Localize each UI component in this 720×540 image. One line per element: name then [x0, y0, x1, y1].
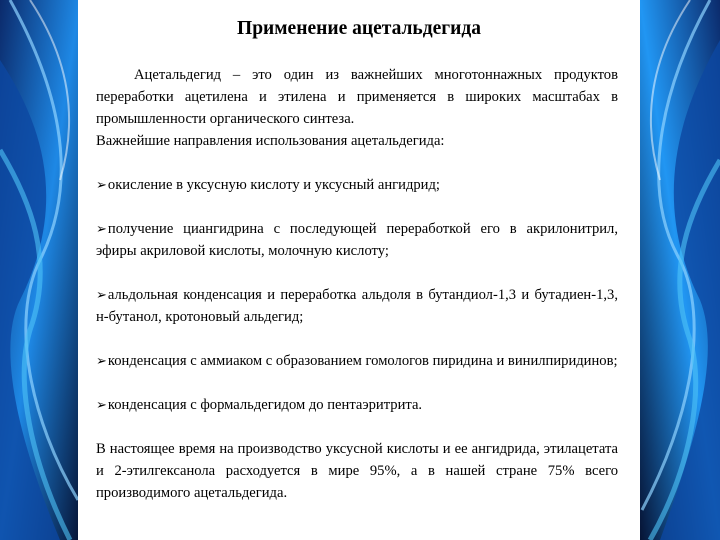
list-item: [96, 284, 618, 328]
arrowhead-bullet-icon: ➢: [96, 221, 107, 236]
slide-body: [96, 64, 618, 504]
list-item-text: конденсация с аммиаком с образованием гомологов пиридина и винилпиридинов;: [107, 353, 618, 369]
arrowhead-bullet-icon: ➢: [96, 353, 107, 368]
list-item: [96, 350, 618, 372]
arrowhead-bullet-icon: ➢: [96, 397, 107, 412]
left-swirl-decoration: [0, 0, 80, 540]
list-item-text: конденсация с формальдегидом до пентаэритрита.: [107, 397, 423, 413]
arrowhead-bullet-icon: ➢: [96, 287, 107, 302]
list-item: [96, 394, 618, 416]
list-item-text: альдольная конденсация и переработка альдоля в бутандиол-1,3 и бутадиен-1,3, н-бутанол, кротоновый альдегид;: [96, 287, 618, 325]
list-item-text: получение циангидрина с последующей переработкой его в акрилонитрил, эфиры акриловой кислоты, молочную кислоту;: [96, 221, 618, 259]
arrowhead-bullet-icon: ➢: [96, 177, 107, 192]
lead-paragraph: Важнейшие направления использования ацетальдегида:: [96, 133, 445, 149]
intro-paragraph: Ацетальдегид – это один из важнейших многотоннажных продуктов переработки ацетилена и этилена и применяется в широких масштабах в промышленности органического синтеза.: [96, 67, 618, 127]
page-title: Применение ацетальдегида: [237, 18, 481, 39]
list-item: [96, 174, 618, 196]
conclusion-paragraph: В настоящее время на производство уксусной кислоты и ее ангидрида, этилацетата и 2-этилгексанола расходуется в мире 95%, а в нашей стране 75% всего производимого ацетальдегида.: [96, 441, 618, 501]
right-swirl-decoration: [640, 0, 720, 540]
list-item: [96, 218, 618, 262]
list-item-text: окисление в уксусную кислоту и уксусный ангидрид;: [107, 177, 440, 193]
